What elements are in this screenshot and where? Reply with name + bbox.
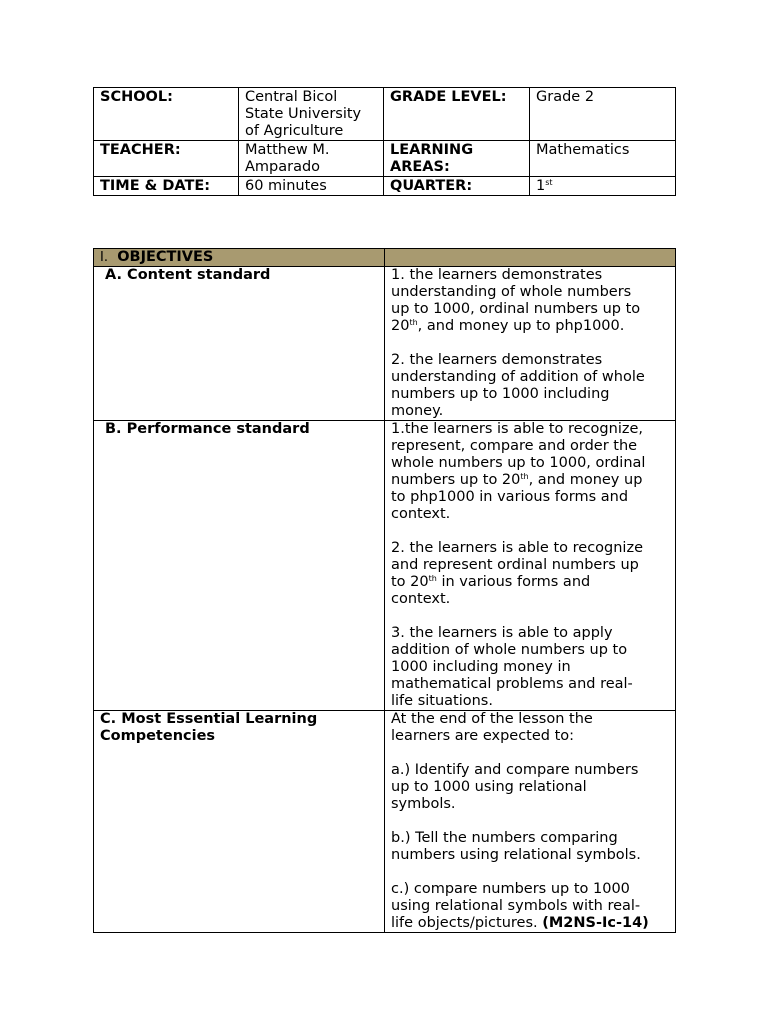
learning-areas-value: Mathematics bbox=[530, 141, 676, 177]
performance-standard-item-3: 3. the learners is able to apply addition of whole numbers up to 1000 including money in mathematical problems and real- life situations. bbox=[391, 625, 633, 709]
performance-standard-row bbox=[94, 421, 676, 711]
performance-standard-label: B. Performance standard bbox=[94, 421, 385, 711]
melc-intro: At the end of the lesson the learners are expected to: bbox=[391, 711, 593, 744]
grade-level-label: GRADE LEVEL: bbox=[384, 88, 530, 141]
objectives-heading bbox=[94, 249, 385, 267]
quarter-value: 1st bbox=[530, 177, 676, 196]
content-standard-row bbox=[94, 267, 676, 421]
content-standard-text bbox=[385, 267, 676, 421]
quarter-label: QUARTER: bbox=[384, 177, 530, 196]
section-number: I. bbox=[100, 250, 108, 265]
performance-standard-text bbox=[385, 421, 676, 711]
lesson-info-table bbox=[93, 87, 676, 196]
melc-item-a: a.) Identify and compare numbers up to 1000 using relational symbols. bbox=[391, 762, 639, 812]
melc-label: C. Most Essential Learning Competencies bbox=[94, 711, 385, 933]
time-date-value: 60 minutes bbox=[239, 177, 384, 196]
content-standard-item-2: 2. the learners demonstrates understanding of addition of whole numbers up to 1000 including money. bbox=[391, 352, 645, 419]
content-standard-label: A. Content standard bbox=[94, 267, 385, 421]
objectives-table bbox=[93, 248, 676, 933]
objectives-header-empty bbox=[385, 249, 676, 267]
melc-row bbox=[94, 711, 676, 933]
competency-code: (M2NS-Ic-14) bbox=[542, 915, 649, 931]
school-row bbox=[94, 88, 676, 141]
melc-item-c: c.) compare numbers up to 1000 using relational symbols with real- life objects/pictures. (M2NS-Ic-14) bbox=[391, 881, 649, 931]
time-date-label: TIME & DATE: bbox=[94, 177, 239, 196]
teacher-label: TEACHER: bbox=[94, 141, 239, 177]
teacher-row bbox=[94, 141, 676, 177]
melc-text bbox=[385, 711, 676, 933]
time-row bbox=[94, 177, 676, 196]
performance-standard-item-2: 2. the learners is able to recognize and represent ordinal numbers up to 20th in various forms and context. bbox=[391, 540, 643, 607]
learning-areas-label: LEARNING AREAS: bbox=[384, 141, 530, 177]
school-label: SCHOOL: bbox=[94, 88, 239, 141]
content-standard-item-1: 1. the learners demonstrates understanding of whole numbers up to 1000, ordinal numbers up to 20th, and money up to php1000. bbox=[391, 267, 641, 334]
section-title: OBJECTIVES bbox=[117, 249, 214, 265]
teacher-value: Matthew M. Amparado bbox=[239, 141, 384, 177]
performance-standard-item-1: 1.the learners is able to recognize, represent, compare and order the whole numbers up to 1000, ordinal numbers up to 20th, and money up to php1000 in various forms and context. bbox=[391, 421, 646, 522]
grade-level-value: Grade 2 bbox=[530, 88, 676, 141]
school-value: Central Bicol State University of Agriculture bbox=[239, 88, 384, 141]
melc-item-b: b.) Tell the numbers comparing numbers using relational symbols. bbox=[391, 830, 641, 863]
objectives-header-row bbox=[94, 249, 676, 267]
